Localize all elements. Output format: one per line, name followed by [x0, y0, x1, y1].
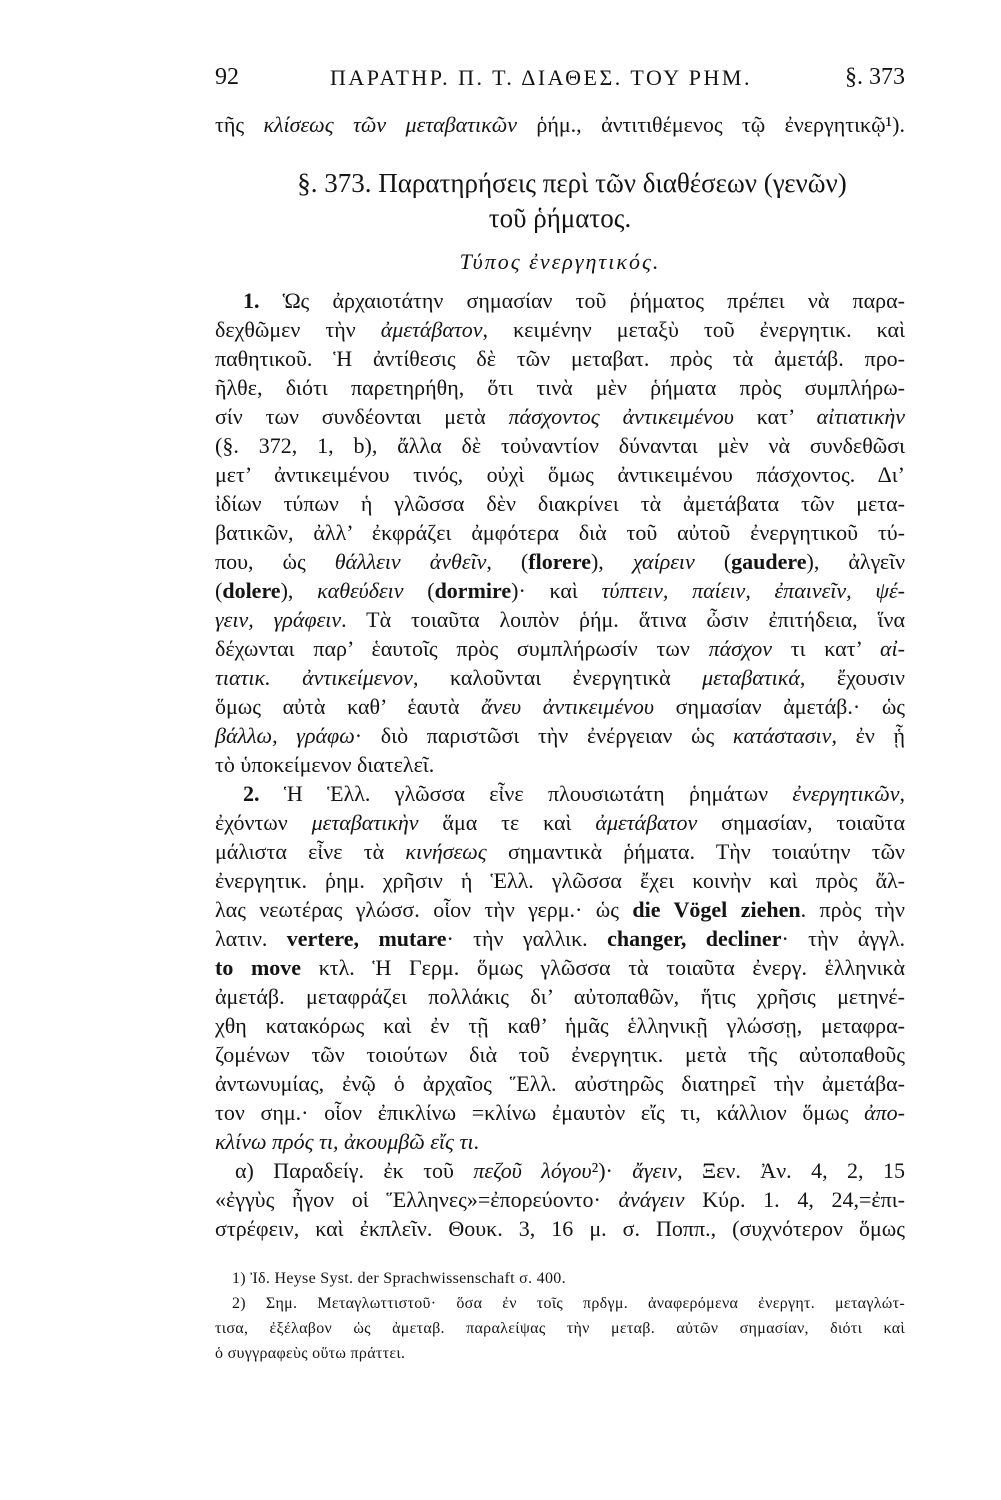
italic-segment: κλίνω πρός τι, ἀκουμβῶ εἴς τι [215, 1129, 474, 1154]
italic-segment: ἐνεργητικῶν [792, 781, 900, 806]
text-line [215, 402, 905, 431]
text-line [215, 315, 905, 344]
text-segment: . Τὰ τοιαῦτα λοιπὸν ῥήμ. ἅτινα ὦσιν ἐπιτήδεια, ἵνα [341, 607, 905, 632]
text-line: ἀντωνυμίας, ἐνῷ ὁ ἀρχαῖος Ἕλλ. αὐστηρῶς διατηρεῖ τὴν ἀμετάβα- [215, 1071, 905, 1096]
latin-segment: die Vögel ziehen [632, 897, 801, 922]
italic-segment: θάλλειν ἀνθεῖν [334, 549, 487, 574]
text-line [215, 837, 905, 866]
text-segment: σημασίαν ἀμετάβ.· ὡς [654, 694, 906, 719]
text-line [215, 895, 905, 924]
italic-segment: πάσχοντος ἀντικειμένου [508, 404, 734, 429]
text-segment: , καλοῦνται ἐνεργητικὰ [412, 665, 703, 690]
text-segment: «ἐγγὺς ἦγον οἱ Ἕλληνες»=ἐπορεύοντο· [215, 1187, 619, 1212]
page-number: 92 [215, 64, 239, 90]
text-line: βατικῶν, ἀλλ’ ἐκφράζει ἀμφότερα διὰ τοῦ αὐτοῦ ἐνεργητικοῦ τύ- [215, 520, 905, 545]
text-segment: που, ὡς [215, 549, 335, 574]
text-segment: , ἐν ᾗ [831, 723, 906, 748]
text-line [215, 779, 905, 808]
footnote-2-line: 2) Σημ. Μεταγλωττιστοῦ· ὅσα ἐν τοῖς πρδγμ. ἀναφερόμενα ἐνεργητ. μεταγλώτ- [232, 1295, 905, 1312]
text-segment: , ἔχουσιν [799, 665, 906, 690]
latin-segment: dolere [222, 578, 281, 603]
italic-segment: τύπτειν, παίειν, ἐπαινεῖν, ψέ- [601, 578, 906, 603]
body-text [215, 286, 905, 1243]
text-segment: , κειμένην μεταξὺ τοῦ ἐνεργητικ. καὶ [482, 317, 905, 342]
text-segment: τι κατ’ [771, 636, 880, 661]
latin-segment: dormire [434, 578, 512, 603]
latin-segment: florere [528, 549, 591, 574]
text-segment: δέχωνται παρ’ ἑαυτοῖς πρὸς συμπλήρωσίν των [215, 636, 709, 661]
text-segment: ²)· [591, 1158, 633, 1183]
text-segment: τον σημ.· οἷον ἐπικλίνω =κλίνω ἐμαυτὸν εἴς τι, κάλλιον ὅμως [215, 1100, 865, 1125]
italic-segment: καθεύδειν [317, 578, 404, 603]
italic-segment: ἄνευ ἀντικειμένου [481, 694, 654, 719]
text-segment: ὅμως αὐτὰ καθ’ ἑαυτὰ [215, 694, 482, 719]
text-segment: ἅμα τε καὶ [418, 810, 596, 835]
text-line [215, 692, 905, 721]
text-line [215, 1098, 905, 1127]
text-line: παθητικοῦ. Ἡ ἀντίθεσις δὲ τῶν μεταβατ. πρὸς τὰ ἀμετάβ. προ- [215, 346, 905, 371]
text-line: τὸ ὑποκείμενον διατελεῖ. [215, 752, 435, 777]
latin-segment: vertere, mutare [286, 926, 447, 951]
text-line: ἰδίων τύπων ἡ γλῶσσα δὲν διακρίνει τὰ ἀμετάβατα τῶν μετα- [215, 491, 905, 516]
text-line [215, 663, 905, 692]
text-segment: , Ξεν. Ἀν. 4, 2, 15 [677, 1158, 906, 1183]
footnotes [215, 1266, 905, 1366]
text-segment: λας νεωτέρας γλώσσ. οἷον τὴν γερμ.· ὡς [215, 897, 633, 922]
latin-segment: gaudere [731, 549, 807, 574]
section-reference: §. 373 [845, 64, 905, 90]
text-segment: ἐχόντων [215, 810, 312, 835]
text-segment: κτλ. Ἡ Γερμ. ὅμως γλῶσσα τὰ τοιαῦτα ἐνεργ. ἑλληνικὰ [301, 955, 906, 980]
latin-segment: changer, decliner [607, 926, 782, 951]
text-line: χθη κατακόρως καὶ ἐν τῇ καθ’ ἡμᾶς ἑλληνικῇ γλώσσῃ, μεταφρα- [215, 1013, 905, 1038]
latin-segment: to move [215, 955, 302, 980]
italic-segment: κατάστασιν [732, 723, 832, 748]
text-line: μετ’ ἀντικειμένου τινός, οὐχὶ ὅμως ἀντικειμένου πάσχοντος. Δι’ [215, 462, 905, 487]
text-segment: κατ’ [733, 404, 817, 429]
text-segment: ῥήμ., ἀντιτιθέμενος τῷ ἐνεργητικῷ¹). [517, 112, 905, 137]
text-line: στρέφειν, καὶ ἐκπλεῖν. Θουκ. 3, 16 μ. σ. Ποππ., (συχνότερον ὅμως [215, 1216, 905, 1241]
text-line: (§. 372, 1, b), ἄλλα δὲ τοὐναντίον δύνανται μὲν νὰ συνδεθῶσι [215, 433, 905, 458]
text-line [215, 634, 905, 663]
text-segment: , ( [486, 549, 529, 574]
running-title: ΠΑΡΑΤΗΡ. Π. Τ. ΔΙΑΘΕΣ. ΤΟΥ ΡΗΜ. [330, 65, 752, 90]
italic-segment: τιατικ. ἀντικείμενον [215, 665, 413, 690]
text-segment: ( [403, 578, 435, 603]
footnote-2-line: τισα, ἐξέλαβον ὡς ἀμεταβ. παραλείψας τὴν μεταβ. αὐτῶν σημασίαν, διότι καὶ [215, 1320, 905, 1337]
italic-segment: μεταβατικά [702, 665, 800, 690]
footnote-2-line: ὁ συγγραφεὺς οὕτω πράττει. [215, 1345, 406, 1362]
text-segment: Ὡς ἀρχαιοτάτην σημασίαν τοῦ ῥήματος πρέπει νὰ παρα- [259, 288, 905, 313]
text-segment: ), ἀλγεῖν [806, 549, 906, 574]
text-segment: σίν των συνδέονται μετὰ [215, 404, 509, 429]
text-segment: μάλιστα εἶνε τὰ [215, 839, 406, 864]
text-segment: · τὴν ἀγγλ. [781, 926, 906, 951]
text-segment: α) Παραδείγ. ἐκ τοῦ [235, 1158, 474, 1183]
subheading: Τύπος ἐνεργητικός. [459, 249, 661, 274]
italic-segment: ἄγειν [632, 1158, 678, 1183]
section-heading-continued: τοῦ ῥήματος. [488, 203, 632, 233]
italic-segment: ἀπο- [864, 1100, 905, 1125]
text-line [215, 1185, 905, 1214]
text-line [215, 721, 905, 750]
italic-segment: γειν, γράφειν [215, 607, 342, 632]
italic-segment: χαίρειν [632, 549, 695, 574]
paragraph-number: 2. [243, 781, 260, 806]
italic-segment: βάλλω, γράφω [215, 723, 355, 748]
text-segment: ), [280, 578, 318, 603]
section-heading: §. 373. Παρατηρήσεις περὶ τῶν διαθέσεων (γενῶν) [297, 168, 847, 198]
text-line [215, 605, 905, 634]
italic-segment: αἰ- [880, 636, 905, 661]
italic-segment: ἀμετάβατον [595, 810, 698, 835]
text-segment: ( [215, 578, 223, 603]
text-segment: σημασίαν, τοιαῦτα [697, 810, 906, 835]
text-line [215, 953, 905, 982]
text-segment: δεχθῶμεν τὴν [215, 317, 381, 342]
text-segment: Κύρ. 1. 4, 24,=ἐπι- [684, 1187, 905, 1212]
text-segment: . [473, 1129, 479, 1154]
text-line: ζομένων τῶν τοιούτων διὰ τοῦ ἐνεργητικ. μετὰ τῆς αὐτοπαθοῦς [215, 1042, 905, 1067]
italic-segment: κλίσεως τῶν μεταβατικῶν [263, 112, 518, 137]
text-line [215, 1127, 905, 1156]
text-segment: )· καὶ [511, 578, 602, 603]
text-line: ἀμετάβ. μεταφράζει πολλάκις δι’ αὐτοπαθῶν, ἥτις χρῆσις μετηνέ- [215, 984, 905, 1009]
italic-segment: μεταβατικὴν [311, 810, 419, 835]
italic-segment: αἰτιατικὴν [816, 404, 905, 429]
paragraph-number: 1. [243, 288, 260, 313]
text-segment: σημαντικὰ ῥήματα. Τὴν τοιαύτην τῶν [486, 839, 905, 864]
text-line [215, 1156, 905, 1185]
text-segment: , [899, 781, 905, 806]
italic-segment: ἀμετάβατον [380, 317, 483, 342]
italic-segment: πεζοῦ λόγου [473, 1158, 592, 1183]
italic-segment: ἀνάγειν [618, 1187, 685, 1212]
text-line: ἐνεργητικ. ῥημ. χρῆσιν ἡ Ἑλλ. γλῶσσα ἔχει κοινὴν καὶ πρὸς ἄλ- [215, 868, 905, 893]
text-line [215, 924, 905, 953]
text-segment: · διὸ παριστῶσι τὴν ἐνέργειαν ὡς [354, 723, 733, 748]
italic-segment: κινήσεως [405, 839, 487, 864]
text-segment: λατιν. [215, 926, 287, 951]
text-segment: . πρὸς τὴν [800, 897, 905, 922]
text-line [215, 808, 905, 837]
text-line [215, 286, 905, 315]
text-line: ῆλθε, διότι παρετηρήθη, ὅτι τινὰ μὲν ῥήματα πρὸς συμπλήρω- [215, 375, 905, 400]
footnote-1: 1) Ἰδ. Heyse Syst. der Sprachwissenschaft σ. 400. [232, 1270, 566, 1287]
text-line [215, 576, 905, 605]
text-segment: ), [590, 549, 633, 574]
carryover-line [215, 110, 905, 139]
text-segment: ( [694, 549, 732, 574]
text-segment: Ἡ Ἑλλ. γλῶσσα εἶνε πλουσιωτάτη ῥημάτων [259, 781, 793, 806]
text-segment: · τὴν γαλλικ. [446, 926, 608, 951]
text-line [215, 547, 905, 576]
italic-segment: πάσχον [708, 636, 772, 661]
text-segment: τῆς [215, 112, 264, 137]
